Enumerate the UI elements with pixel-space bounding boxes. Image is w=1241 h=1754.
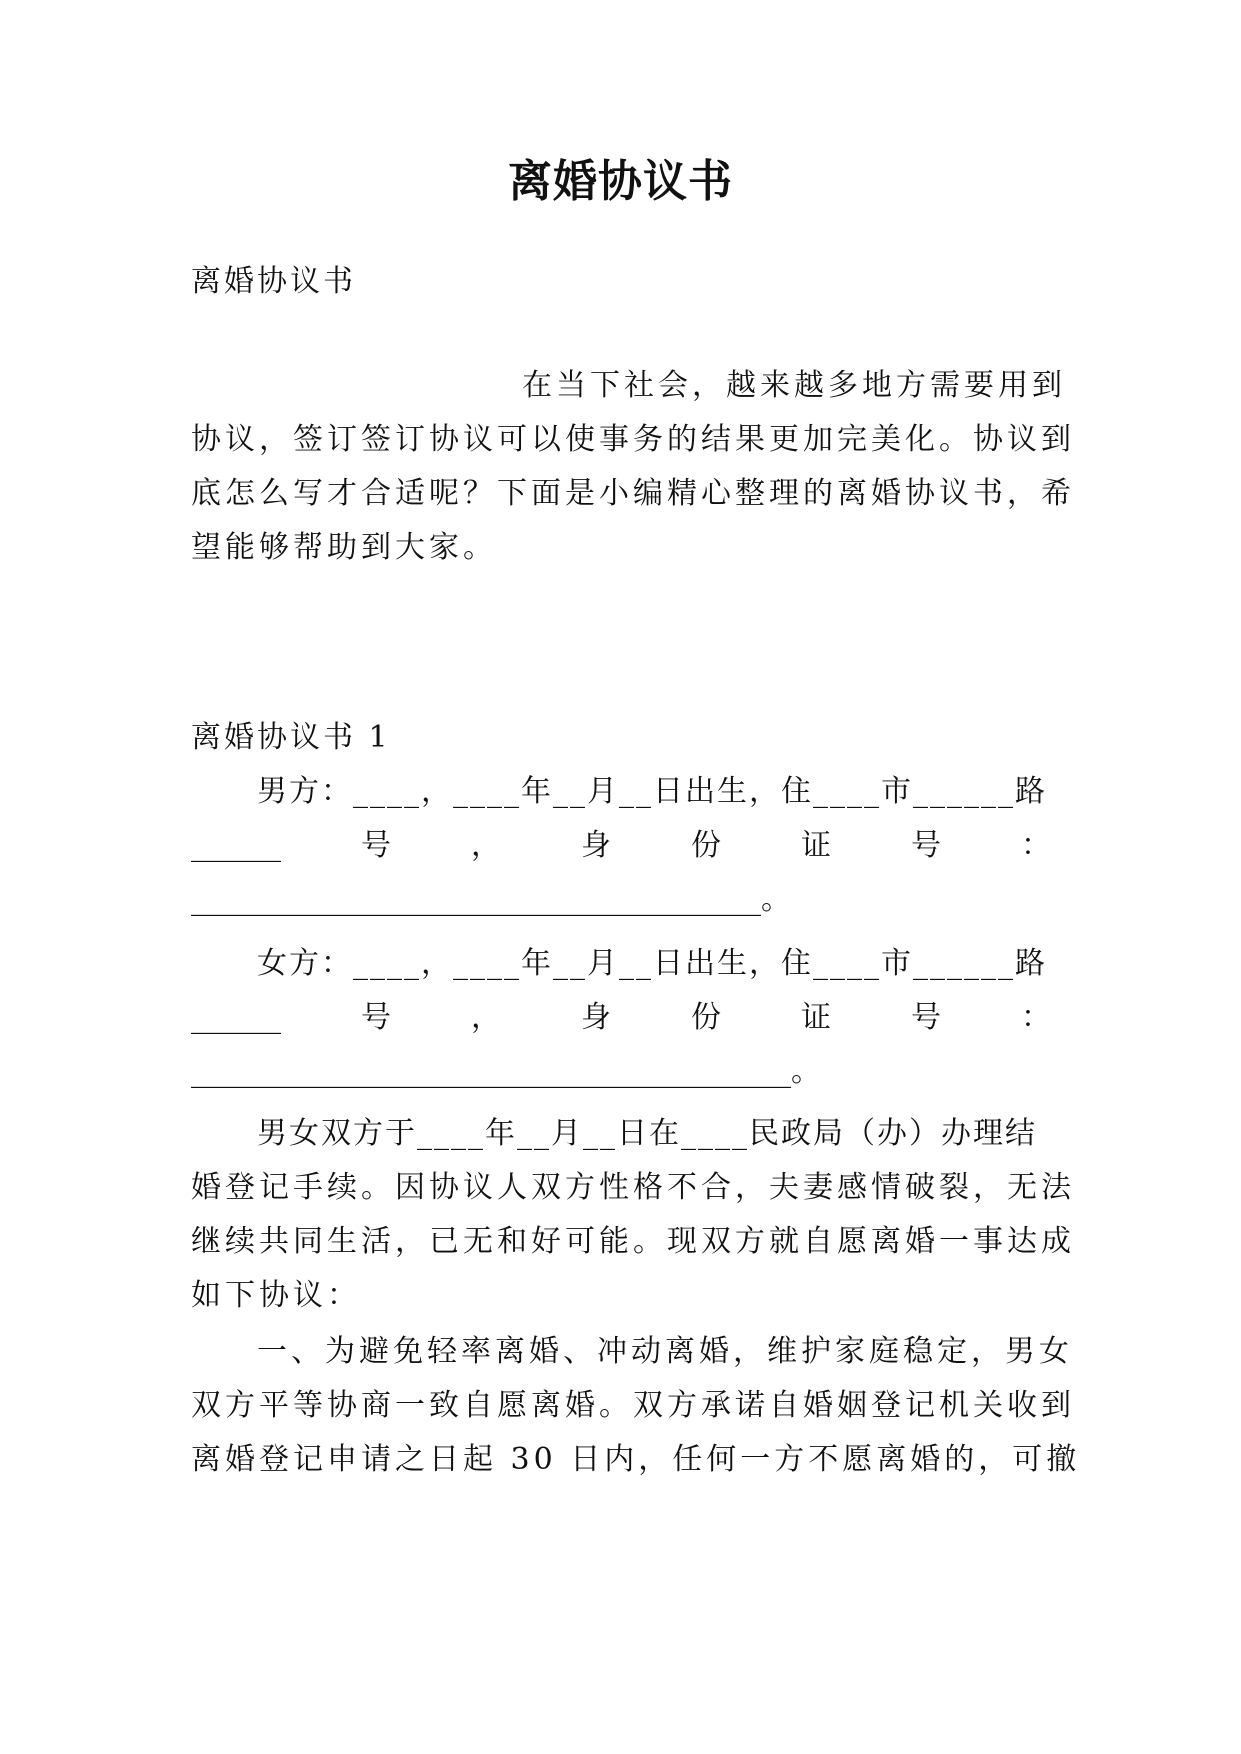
female-info-text: 女方：____，____年__月__日出生，住____市______路	[257, 946, 1047, 981]
female-id-token: 份	[691, 1000, 721, 1035]
clause1-line-2: 双方平等协商一致自愿离婚。双方承诺自婚姻登记机关收到	[191, 1388, 1075, 1423]
male-info-text: 男方：____，____年__月__日出生，住____市______路	[257, 774, 1047, 809]
male-id-token: 份	[691, 828, 721, 863]
male-id-token: 号	[361, 828, 391, 863]
male-id-token: 号	[911, 828, 941, 863]
section-heading: 离婚协议书 1	[191, 720, 391, 755]
clause1-line-1: 一、为避免轻率离婚、冲动离婚，维护家庭稳定，男女	[257, 1334, 1073, 1369]
marriage-line-2: 婚登记手续。因协议人双方性格不合，夫妻感情破裂，无法	[191, 1170, 1075, 1205]
intro-line-3: 底怎么写才合适呢？下面是小编精心整理的离婚协议书，希	[191, 476, 1075, 511]
male-id-token: ，	[471, 828, 501, 863]
document-subtitle: 离婚协议书	[191, 264, 356, 299]
intro-line-2: 协议，签订签订协议可以使事务的结果更加完美化。协议到	[191, 422, 1075, 457]
marriage-line-4: 如下协议：	[191, 1278, 361, 1313]
intro-line-4: 望能够帮助到大家。	[191, 530, 497, 565]
male-id-token: 证	[801, 828, 831, 863]
female-id-token: 证	[801, 1000, 831, 1035]
marriage-line-3: 继续共同生活，已无和好可能。现双方就自愿离婚一事达成	[191, 1224, 1075, 1259]
female-id-token: ：	[1021, 1000, 1051, 1035]
male-line-1	[191, 772, 1051, 812]
male-id-token: ______	[191, 828, 281, 863]
female-id-token: 号	[361, 1000, 391, 1035]
female-id-token: 身	[581, 1000, 611, 1035]
female-id-token: 号	[911, 1000, 941, 1035]
clause1-line-3: 离婚登记申请之日起 30 日内，任何一方不愿离婚的，可撤	[191, 1442, 1081, 1477]
male-id-blank: ______________________________________。	[191, 882, 791, 917]
document-title: 离婚协议书	[508, 156, 733, 207]
male-line-2	[191, 826, 1051, 866]
female-id-token: ______	[191, 1000, 281, 1035]
female-line-2	[191, 998, 1051, 1038]
male-id-token: 身	[581, 828, 611, 863]
female-id-blank: ________________________________________。	[191, 1054, 821, 1089]
female-line-1	[191, 944, 1051, 984]
marriage-line-1: 男女双方于____年__月__日在____民政局（办）办理结	[257, 1116, 1037, 1151]
male-id-token: ：	[1021, 828, 1051, 863]
intro-line-1: 在当下社会，越来越多地方需要用到	[522, 368, 1066, 403]
female-id-token: ，	[471, 1000, 501, 1035]
